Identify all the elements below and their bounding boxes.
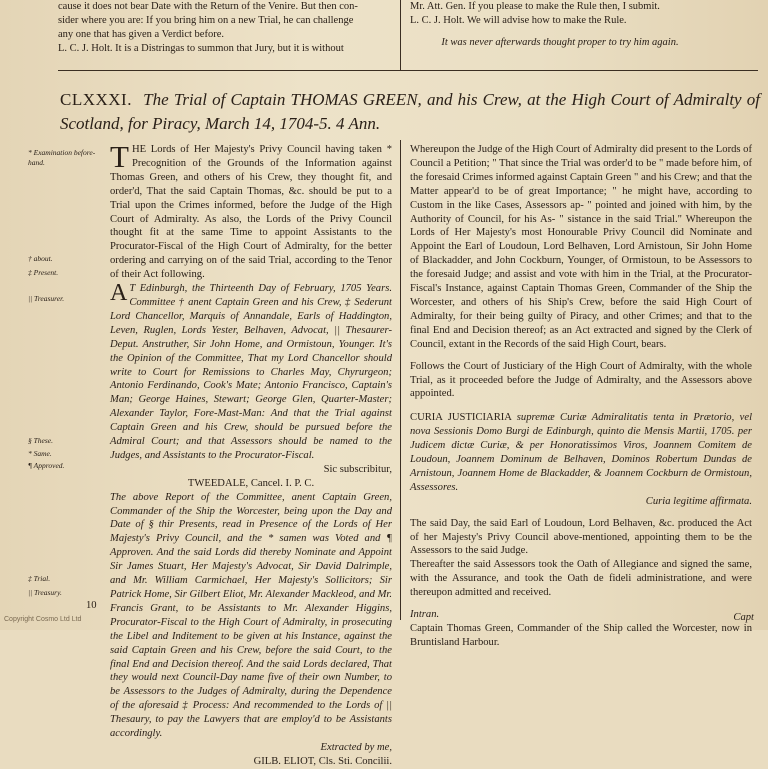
margin-note: || Treasurer. [28,294,65,303]
section-rule [58,70,758,71]
petition-paragraph: Whereupon the Judge of the High Court of Admiralty did present to the Lords of Council a Petition; " That since the Trial was order'd to be " made before him, of the foresaid Crimes informed against Captain Green " and his Crew; and that the Matter appear'd to be of great Importance; " he might have, according to Custom in the like Cases, Assessors ap- " pointed and joined with him, by the Authority of Council, for his As- " sistance in the said Trial." Whereupon the Lords of Her Majesty's most Honourable Privy Council did Nominate and Appoint the Earl of Loudoun, Lord Belhaven, Lord Arnistoun, Sir John Home of Blackadder, and John Cockburn, Younger, of Ormistoun, to be Assessors to the foresaid Judge; and assist and vote with him in the Trial, at the Procurator-Fiscal's Instance, against Captain Thomas Green, Commander of the Ship the Worcester, and others of his Ship's Crew, before the said High Court of Admiralty, for their being guilty of Piracy, and other Crimes; and that to the final End and Decision thereof; as an Act extracted and signed by the Clerk of Council, extant in the Records of the said High Court, bears. [410,144,752,350]
margin-note: ‡ Trial. [28,574,51,583]
committee-paragraph: A T Edinburgh, the Thirteenth Day of February, 1705 Years. Committee † anent Captain Green and his Crew, ‡ Sederunt Lord Chancellor, Marquis of Annandale, Earls of Haddington, Leven, Ruglen, Lords Yester, Belhaven, Advocat, || Thesaurer-Deput. Anstruther, Sir John Home, and Ormistoun, Younger. It's the Opinion of the Committee, That my Lord Chancellor should write to Court for Remissions to Charles May, Chyrurgeon; Antonio Ferdinando, Cook's Mate; Antonio Francisco, Captain's Man; George Haines, Stewart; George Glen, Quarter-Master; Alexander Taylor, Fore-Mast-Man: And that the Trial against Captain Green and his Crew, should be pursued before the Admiral Court; and that Assessors should be named to the Judges, and Assistants to the Procurator-Fiscal. [110,280,392,461]
margin-note: * Examination before-hand. [28,148,96,167]
margin-note: ¶ Approved. [28,461,65,470]
margin-note: † about. [28,254,53,263]
follows-paragraph: Follows the Court of Justiciary of the High Court of Admiralty, with the whole Trial, as it proceeded before the Judge of Admiralty, and the Assessors above appointed. [410,360,752,400]
margin-note: || Treasury. [28,588,62,597]
top-left-line: L. C. J. Holt. It is a Distringas to summon that Jury, but it is without [58,43,344,54]
clerk-signature: GILB. ELIOT, Cls. Sti. Concilii. [253,755,392,767]
trial-title [60,88,760,136]
closing-note: It was never afterwards thought proper to try him again. [441,37,679,48]
top-fragment-left [58,0,388,56]
left-paragraph: THE Lords of Her Majesty's Privy Council having taken * Precognition of the Grounds of the Information against Thomas Green, and others of his Crew, they thought fit, and order'd, That the said Captain Thomas, &c. should be put to a Trial upon the Crimes informed, before the Judge of the High Court of Admiralty. As also, the Lords of the Privy Council thought fit at the same Time to appoint Assistants to the Procurator-Fiscal of the High Court of Admiralty, for the better ordering and carrying on of the said Trial, according to the Tenor of their Act following. [110,139,392,281]
curia-paragraph: CURIA JUSTICIARIA supremæ Curiæ Admiralitatis tenta in Prætorio, vel nova Sessionis Domo Burgi de Edinburgh, quinto die Mensis Martii, 1705. per Judicem dictæ Curiæ, & per Honoratissimos Viros, Joannem Comitem de Loudoun, Joannem Dominum de Belhaven, Dominos Robertum Dundas de Arnistoun, Joannem Home de Blackadder, & Joannem Cockburn de Ormistoun, Assessores. [410,412,753,493]
top-right-line: L. C. J. Holt. We will advise how to make the Rule. [410,15,627,26]
top-left-line: any one that has given a Verdict before. [58,29,224,40]
right-column [410,143,752,650]
catchword: Capt [733,612,754,623]
trial-number: CLXXXI. [60,90,132,109]
column-divider [400,140,401,620]
page-number: 10 [86,600,97,611]
said-day-paragraph: The said Day, the said Earl of Loudoun, Lord Belhaven, &c. produced the Act of her Majesty's Privy Council above-mentioned, appointing them to be the Assessors to the said Judge. [410,517,752,557]
margin-note: * Same. [28,449,52,458]
curia-affirmata: Curia legitime affirmata. [645,495,752,507]
drop-cap: T [110,139,129,174]
report-paragraph: The above Report of the Committee, anent Captain Green, Commander of the Ship the Worcester, being upon the Day and Date of § thir Presents, read in Presence of the Lords of Her Majesty's Privy Council, and the * samen was Voted and ¶ Approven. And the said Lords did thereby Nominate and Appoint Sir James Stuart, Her Majesty's Advocat, Sir David Dalrimple, and Mr. William Carmichael, Her Majesty's Sollicitors; Sir Patrick Home, Sir Gilbert Eliot, Mr. Alexander Mackleod, and Mr. Francis Grant, to be Assistants to Mr. Alexander Higgins, Procurator-Fiscal to the High Court of Admiralty, in prosecuting the Libel and Inditement to be given at his Instance, against the said Captain Green and his Crew, before the said Court, to the final End and Decision thereof. And the said Lords declared, That they would next Council-Day name five of their own Number, to be Assessors to the Judges of Admiralty, during the Dependence of the aforesaid ‡ Process: And recommended to the Lords of || Thesaury, to pay the Lawyers that are employ'd to be Assistants accordingly. [110,491,392,740]
left-column [110,139,392,769]
intran-label: Intran. [410,609,440,621]
watermark-text: Copyright Cosmo Ltd Ltd [4,616,82,623]
captain-paragraph: Captain Thomas Green, Commander of the Ship called the Worcester, now in Bruntisland Harbour. [410,623,752,648]
margin-note: ‡ Present. [28,268,59,277]
trial-title-text: The Trial of Captain THOMAS GREEN, and his Crew, at the High Court of Admiralty of Scotland, for Piracy, March 14, 1704-5. 4 Ann. [60,90,761,133]
signature-line: Sic subscribitur, [323,463,392,475]
drop-cap: A [110,280,128,307]
top-left-line: sider where you are: If you bring him on a new Trial, he can challenge [58,15,354,26]
top-fragment-right [410,0,710,50]
signature-name: TWEEDALE, Cancel. I. P. C. [187,477,315,489]
top-column-divider [400,0,401,70]
margin-note: § These. [28,436,53,445]
oath-paragraph: Thereafter the said Assessors took the Oath of Allegiance and signed the same, with the Assurance, and took the Oath de fideli administratione, and were thereupon admitted and received. [410,559,752,599]
extracted-line: Extracted by me, [320,741,392,753]
top-right-line: Mr. Att. Gen. If you please to make the Rule then, I submit. [410,1,660,12]
top-left-line: cause it does not bear Date with the Return of the Venire. But then con- [58,1,358,12]
